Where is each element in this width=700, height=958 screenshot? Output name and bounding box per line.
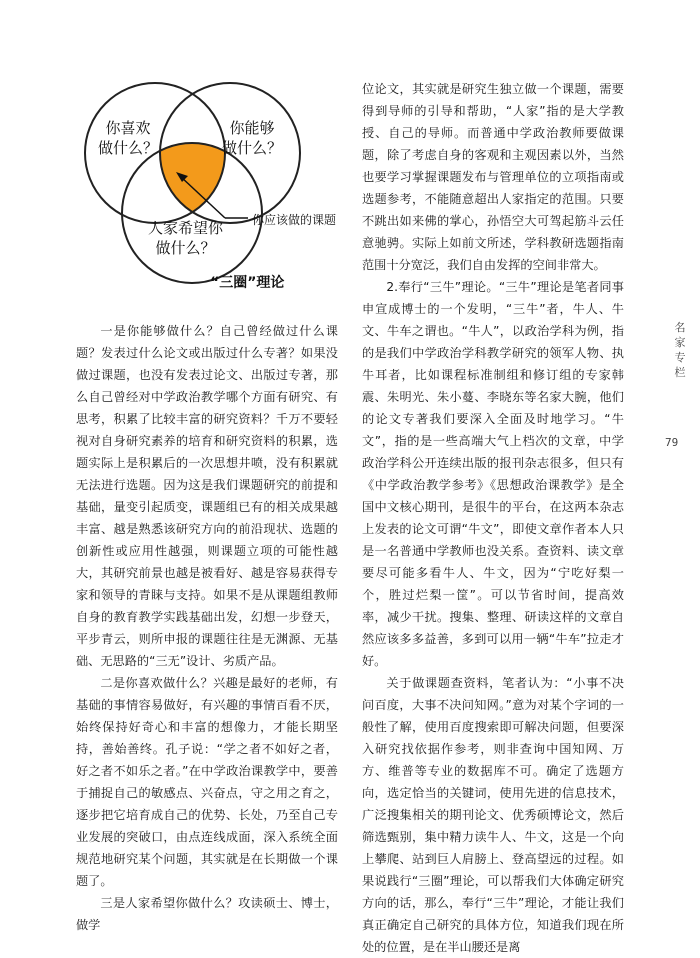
left-column xyxy=(76,320,338,936)
venn-svg xyxy=(70,58,340,298)
label-expected: 人家希望你 做什么？ xyxy=(148,219,224,257)
right-column xyxy=(362,78,624,958)
column-label-char: 家 xyxy=(674,336,686,349)
column-label-char: 专 xyxy=(674,351,686,364)
column-label-char: 栏 xyxy=(674,366,686,379)
paragraph: 一是你能够做什么？自己曾经做过什么课题？发表过什么论文或出版过什么专著？如果没做过课题，也没有发表过论文、出版过专著，那么自己曾经对中学政治教学哪个方面有研究、有思考，积累了比较丰富的研究资料？千万不要轻视对自身研究素养的培育和研究资料的积累，选题实际上是积累后的一次思想井喷，没有积累就无法进行选题。因为这是我们课题研究的前提和基础，量变引起质变，课题组已有的相关成果越丰富、越是熟悉该研究方向的前沿现状、选题的创新性或应用性越强，则课题立项的可能性越大，其研究前景也越是被看好、越是容易获得专家和领导的青睐与支持。如果不是从课题组教师自身的教育教学实践基础出发，幻想一步登天，平步青云，则所申报的课题往往是无渊源、无基础、无思路的“三无”设计、劣质产品。 xyxy=(76,324,338,668)
column-label-char: 名 xyxy=(674,321,686,334)
label-should-do: 你应该做的课题 xyxy=(252,213,337,227)
three-circles-diagram xyxy=(70,58,340,298)
paragraph: 2.奉行“三牛”理论。“三牛”理论是笔者同事申宣成博士的一个发明，“三牛”者，牛人、牛文、牛车之谓也。“牛人”，以政治学科为例，指的是我们中学政治学科教学研究的领军人物、执牛耳者，比如课程标准制组和修订组的专家韩震、朱明光、朱小蔓、李晓东等名家大腕，他们的论文专著我们要深入全面及时地学习。“牛文”，指的是一些高端大气上档次的文章，中学政治学科公开连续出版的报刊杂志很多，但只有《中学政治教学参考》《思想政治课教学》是全国中文核心期刊，是很牛的平台，在这两本杂志上发表的论文可谓“牛文”，即使文章作者本人只是一名普通中学教师也没关系。查资料、读文章要尽可能多看牛人、牛文，因为“宁吃好梨一个，胜过烂梨一筐”。可以节省时间，提高效率，减少干扰。搜集、整理、研读这样的文章自然应该多多益善，多到可以用一辆“牛车”拉走才好。 xyxy=(362,280,624,668)
paragraph: 关于做课题查资料，笔者认为：“小事不决问百度，大事不决问知网。”意为对某个字词的一般性了解，使用百度搜索即可解决问题，但要深入研究找依据作参考，则非查询中国知网、万方、维普等专业的数据库不可。确定了选题方向，选定恰当的关键词，使用先进的信息技术，广泛搜集相关的期刊论文、优秀硕博论文，然后筛选甄别，集中精力读牛人、牛文，这是一个向上攀爬、站到巨人肩膀上、登高望远的过程。如果说践行“三圈”理论，可以帮我们大体确定研究方向的话，那么，奉行“三牛”理论，才能让我们真正确定自己研究的具体方位，知道我们现在所处的位置，是在半山腰还是离 xyxy=(362,676,624,954)
diagram-title: “三圈”理论 xyxy=(210,275,285,291)
page-number: 79 xyxy=(665,436,679,449)
column-label xyxy=(673,320,687,380)
label-like: 你喜欢 做什么？ xyxy=(98,119,159,157)
paragraph: 三是人家希望你做什么？攻读硕士、博士，做学 xyxy=(76,896,338,932)
paragraph: 位论文，其实就是研究生独立做一个课题，需要得到导师的引导和帮助，“人家”指的是大学教授、自己的导师。而普通中学政治教师要做课题，除了考虑自身的客观和主观因素以外，当然也要学习掌握课题发布与管理单位的立项指南或选题参考，不能随意超出人家指定的范围。只要不跳出如来佛的掌心，孙悟空大可驾起筋斗云任意驰骋。实际上如前文所述，学科教研选题指南范围十分宽泛，我们自由发挥的空间非常大。 xyxy=(362,82,624,272)
label-can: 你能够 做什么？ xyxy=(222,119,283,157)
paragraph: 二是你喜欢做什么？兴趣是最好的老师，有基础的事情容易做好，有兴趣的事情百看不厌，始终保持好奇心和丰富的想像力，才能长期坚持，善始善终。孔子说：“学之者不如好之者，好之者不如乐之者。”在中学政治课教学中，要善于捕捉自己的敏感点、兴奋点，守之用之育之，逐步把它培育成自己的优势、长处，乃至自己专业发展的突破口，由点连线成面，深入系统全面规范地研究某个问题，其实就是在长期做一个课题了。 xyxy=(76,676,338,888)
